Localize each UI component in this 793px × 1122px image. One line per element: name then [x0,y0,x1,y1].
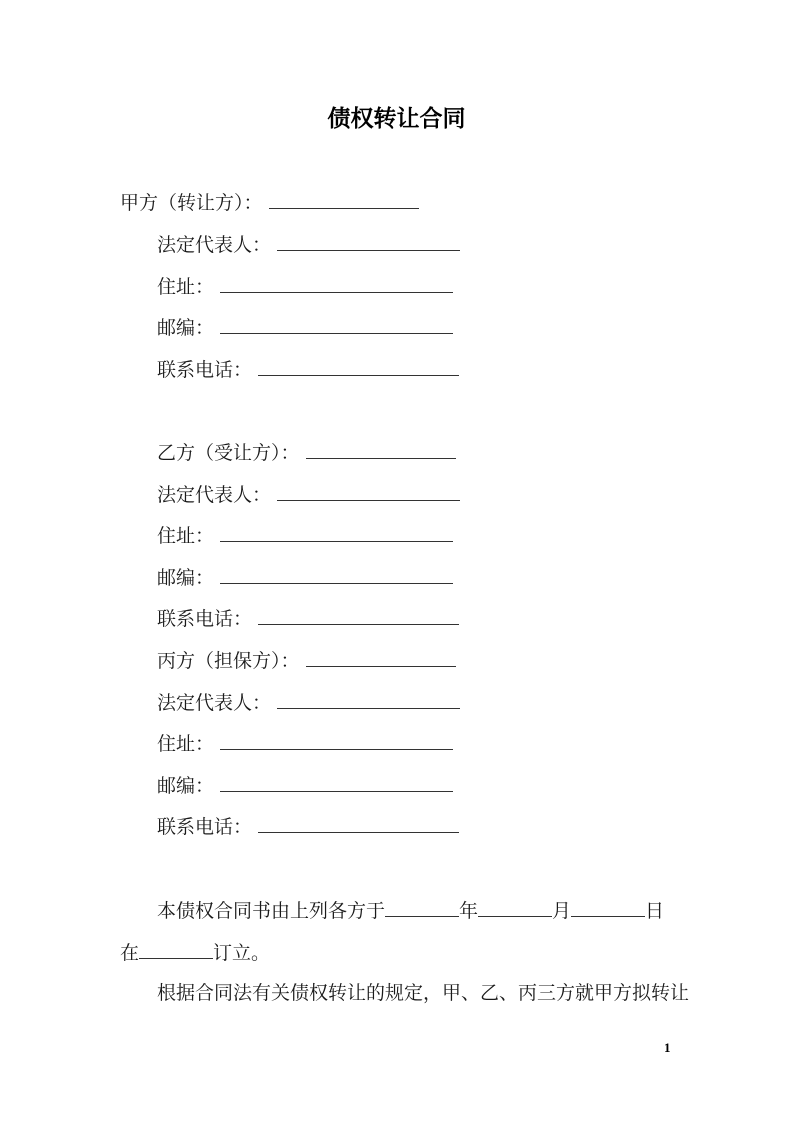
party-c-address-blank [220,729,453,750]
party-b-address-label: 住址： [157,525,215,547]
party-a-postcode-line [157,313,453,341]
party-b-address-blank [220,521,453,542]
month-label: 月 [552,900,572,922]
place-prefix: 在 [120,942,140,964]
party-c-address-label: 住址： [157,733,215,755]
party-b-representative-line [157,480,460,508]
party-a-representative-label: 法定代表人： [157,234,272,256]
party-a-phone-blank [258,355,459,376]
party-c-phone-line [157,812,459,840]
party-a-representative-line [157,230,460,258]
party-c-postcode-label: 邮编： [157,775,215,797]
party-a-heading: 甲方（转让方）： [120,192,263,214]
party-b-postcode-label: 邮编： [157,567,215,589]
party-a-phone-line [157,355,459,383]
party-b-representative-blank [277,480,460,501]
party-b-address-line [157,521,453,549]
party-c-heading-line [157,646,456,674]
party-b-heading: 乙方（受让方）： [157,442,300,464]
party-a-representative-blank [277,230,460,251]
party-c-address-line [157,729,453,757]
party-a-address-line [157,272,453,300]
party-a-postcode-blank [220,313,453,334]
party-c-postcode-blank [220,771,453,792]
year-label: 年 [459,900,479,922]
signing-suffix: 订立。 [213,942,271,964]
party-b-name-blank [306,438,456,459]
party-b-phone-label: 联系电话： [157,608,253,630]
month-blank [478,896,552,917]
place-blank [139,938,213,959]
party-a-address-blank [220,272,453,293]
paragraph1-line1 [157,896,664,924]
party-b-phone-blank [258,604,459,625]
paragraph2-line1 [157,980,689,1006]
party-c-name-blank [306,646,456,667]
year-blank [385,896,459,917]
day-blank [571,896,645,917]
party-c-postcode-line [157,771,453,799]
party-b-heading-line [157,438,456,466]
party-a-phone-label: 联系电话： [157,359,253,381]
party-b-phone-line [157,604,459,632]
party-a-heading-line [120,188,419,216]
paragraph1-prefix: 本债权合同书由上列各方于 [157,900,386,922]
day-label: 日 [645,900,665,922]
party-b-postcode-line [157,563,453,591]
paragraph1-line2 [120,938,270,966]
party-a-address-label: 住址： [157,276,215,298]
party-c-phone-label: 联系电话： [157,816,253,838]
document-title: 债权转让合同 [327,106,466,132]
party-b-postcode-blank [220,563,453,584]
party-a-name-blank [269,188,419,209]
party-c-representative-blank [277,688,460,709]
party-a-postcode-label: 邮编： [157,317,215,339]
page-number: 1 [664,1040,671,1055]
party-c-phone-blank [258,812,459,833]
party-b-representative-label: 法定代表人： [157,484,272,506]
party-c-representative-line [157,688,460,716]
paragraph2-text: 根据合同法有关债权转让的规定，甲、乙、丙三方就甲方拟转让 [157,982,690,1004]
party-c-representative-label: 法定代表人： [157,692,272,714]
party-c-heading: 丙方（担保方）： [157,650,300,672]
